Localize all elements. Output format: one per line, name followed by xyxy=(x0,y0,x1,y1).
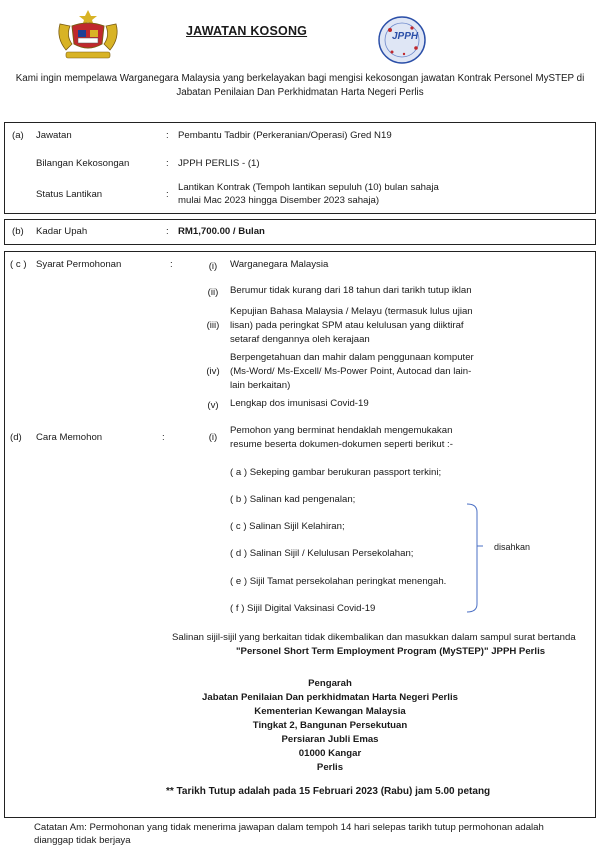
colon: : xyxy=(166,130,169,141)
doc-item-f: ( f ) Sijil Digital Vaksinasi Covid-19 xyxy=(230,603,376,614)
jpph-logo-text: JPPH xyxy=(392,31,419,42)
kadar-upah-value: RM1,700.00 / Bulan xyxy=(178,226,265,237)
syarat-item-3-line1: Kepujian Bahasa Malaysia / Melayu (termasuk lulus ujian xyxy=(230,306,473,317)
address-line-5: Persiaran Jubli Emas xyxy=(281,734,379,745)
colon: : xyxy=(166,226,169,237)
address-line-6: 01000 Kangar xyxy=(298,748,362,759)
remark-line1: Catatan Am: Permohonan yang tidak menerima jawapan dalam tempoh 14 hari selepas tarikh tutup permohonan adalah xyxy=(34,822,544,833)
syarat-item-1: Warganegara Malaysia xyxy=(230,259,329,270)
remark-line2: dianggap tidak berjaya xyxy=(34,835,131,846)
doc-item-d: ( d ) Salinan Sijil / Kelulusan Persekolahan; xyxy=(230,548,414,559)
section-c-label: ( c ) xyxy=(10,259,27,270)
item-number: (i) xyxy=(208,432,218,443)
item-number: (iv) xyxy=(206,366,220,377)
section-b-box xyxy=(4,219,596,245)
footer-note-line1: Salinan sijil-sijil yang berkaitan tidak dikembalikan dan masukkan dalam sampul surat bertanda xyxy=(172,632,576,643)
address-line-3: Kementerian Kewangan Malaysia xyxy=(254,706,406,717)
section-d-label: (d) xyxy=(10,432,22,443)
doc-item-c: ( c ) Salinan Sijil Kelahiran; xyxy=(230,521,345,532)
colon: : xyxy=(166,158,169,169)
cara-memohon-label: Cara Memohon xyxy=(36,432,103,443)
syarat-item-5: Lengkap dos imunisasi Covid-19 xyxy=(230,398,369,409)
jawatan-label: Jawatan xyxy=(36,130,72,141)
address-line-7: Perlis xyxy=(316,762,344,773)
syarat-item-2: Berumur tidak kurang dari 18 tahun dari tarikh tutup iklan xyxy=(230,285,472,296)
syarat-item-4-line2: (Ms-Word/ Ms-Excell/ Ms-Power Point, Autocad dan lain- xyxy=(230,366,472,377)
item-number: (i) xyxy=(208,261,218,272)
malaysia-coat-of-arms xyxy=(52,8,124,60)
cara-memohon-line1: Pemohon yang berminat hendaklah mengemukakan xyxy=(230,425,453,436)
bracket-line xyxy=(465,498,487,618)
closing-date: ** Tarikh Tutup adalah pada 15 Februari 2023 (Rabu) jam 5.00 petang xyxy=(166,786,491,797)
cara-memohon-line2: resume beserta dokumen-dokumen seperti berikut :- xyxy=(230,439,453,450)
disahkan-note: disahkan xyxy=(494,542,531,552)
section-b-label: (b) xyxy=(12,226,24,237)
doc-item-e: ( e ) Sijil Tamat persekolahan peringkat menengah. xyxy=(230,576,447,587)
intro-paragraph: Kami ingin mempelawa Warganegara Malaysia yang berkelayakan bagi mengisi kekosongan jawatan Kontrak Personel MySTEP di Jabatan Penilaian Dan Perkhidmatan Harta Negeri Perlis xyxy=(15,73,585,98)
bilangan-label: Bilangan Kekosongan xyxy=(36,158,130,169)
page-title: JAWATAN KOSONG xyxy=(186,24,308,38)
item-number: (v) xyxy=(207,400,219,411)
address-line-1: Pengarah xyxy=(308,678,352,689)
section-a-label: (a) xyxy=(12,130,24,141)
doc-item-a: ( a ) Sekeping gambar berukuran passport terkini; xyxy=(230,467,442,478)
status-value-line1: Lantikan Kontrak (Tempoh lantikan sepuluh (10) bulan sahaja xyxy=(178,182,439,193)
jawatan-value: Pembantu Tadbir (Perkeranian/Operasi) Gred N19 xyxy=(178,130,392,141)
status-value-line2: mulai Mac 2023 hingga Disember 2023 sahaja) xyxy=(178,195,380,206)
bilangan-value: JPPH PERLIS - (1) xyxy=(178,158,260,169)
item-number: (ii) xyxy=(207,287,219,298)
syarat-item-3-line2: lisan) pada peringkat SPM atau kelulusan yang diiktiraf xyxy=(230,320,464,331)
kadar-upah-label: Kadar Upah xyxy=(36,226,88,237)
colon: : xyxy=(166,189,169,200)
syarat-item-4-line3: lain berkaitan) xyxy=(230,380,291,391)
colon: : xyxy=(162,432,165,443)
status-label: Status Lantikan xyxy=(36,189,103,200)
doc-item-b: ( b ) Salinan kad pengenalan; xyxy=(230,494,356,505)
syarat-label: Syarat Permohonan xyxy=(36,259,122,270)
item-number: (iii) xyxy=(206,320,220,331)
address-line-4: Tingkat 2, Bangunan Persekutuan xyxy=(252,720,408,731)
colon: : xyxy=(170,259,173,270)
address-line-2: Jabatan Penilaian Dan perkhidmatan Harta Negeri Perlis xyxy=(202,692,458,703)
syarat-item-4-line1: Berpengetahuan dan mahir dalam penggunaan komputer xyxy=(230,352,474,363)
footer-note-line2: "Personel Short Term Employment Program (MySTEP)" JPPH Perlis xyxy=(236,646,546,657)
syarat-item-3-line3: setaraf dengannya oleh kerajaan xyxy=(230,334,370,345)
